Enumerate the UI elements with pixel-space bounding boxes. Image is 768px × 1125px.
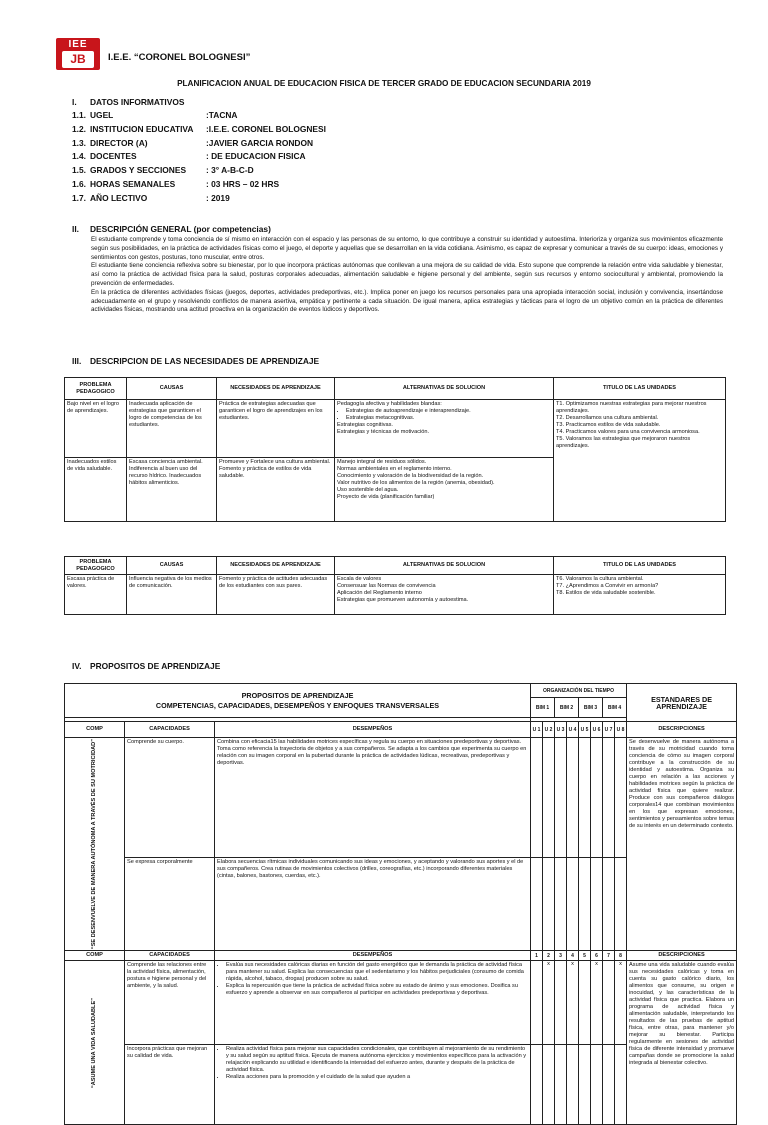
- header-alternativas: ALTERNATIVAS DE SOLUCION: [335, 378, 554, 400]
- list-item: • Explica la repercusión que tiene la práctica de actividad física sobre su estado de ánimo y sus emociones. Dosifica su esfuerzo y aprende a observar en sus compañeros al participar en actividades predeportivas y deportivas.: [226, 983, 528, 997]
- competency-label: “ASUME UNA VIDA SALUDABLE”: [91, 997, 97, 1088]
- col-comp: COMP: [65, 722, 125, 738]
- school-logo: [56, 38, 100, 70]
- cell-desempeno: Elabora secuencias rítmicas individuales comunicando sus ideas y emociones, y aceptando y valorando sus aportes y el de sus compañeros. Crea rutinas de movimientos colectivos (drilles, coreografías, etc.) incorporando diferentes materiales (cintas, balones, bastones, cuerdas, etc.).: [215, 857, 531, 950]
- u-cell: [567, 857, 579, 950]
- cell-capacidad: Incorpora prácticas que mejoran su calidad de vida.: [125, 1045, 215, 1125]
- info-label: UGEL: [90, 110, 114, 120]
- col-descripciones: DESCRIPCIONES: [627, 722, 737, 738]
- list-item: Estrategias y técnicas de motivación.: [337, 429, 430, 435]
- cell-problema: Bajo nivel en el logro de aprendizajes.: [65, 400, 127, 458]
- header-necesidades: NECESIDADES DE APRENDIZAJE: [217, 378, 335, 400]
- list-item: • Estrategias de autoaprendizaje e interaprendizaje.: [346, 408, 551, 415]
- cell-necesidades: Práctica de estrategias adecuadas que garanticen el logro de aprendizajes en los estudiantes.: [217, 400, 335, 458]
- col-capacidades: CAPACIDADES: [125, 951, 215, 961]
- u-label: U 5: [579, 722, 591, 738]
- info-label: HORAS SEMANALES: [90, 178, 176, 189]
- unit-item: T7. ¿Aprendimos a Convivir en armonía?: [556, 583, 659, 589]
- info-number: 1.7.: [72, 192, 86, 203]
- table-row: [65, 961, 737, 1045]
- info-row: [72, 179, 326, 193]
- info-label: INSTITUCION EDUCATIVA: [90, 123, 194, 134]
- needs-table: [64, 377, 726, 522]
- cell-unidades: [554, 400, 726, 522]
- header-necesidades: NECESIDADES DE APRENDIZAJE: [217, 557, 335, 575]
- competency-label: “SE DESENVUELVE DE MANERA AUTÓNOMA A TRAVÉS DE SU MOTRICIDAD”: [91, 739, 97, 950]
- list-item: Proyecto de vida (planificación familiar): [337, 494, 435, 500]
- standard-description: Se desenvuelve de manera autónoma a través de su motricidad cuando toma conciencia de cómo su imagen corporal contribuye a la construcción de su identidad y autoestima. Organiza su cuerpo en relación a las acciones y habilidades motrices según la práctica de actividad física que quiere realizar. Produce con sus compañeros diálogos corporales14 que combinan movimientos en los que expresan emociones, sentimientos y pensamientos sobre temas de su interés en un determinado contexto.: [627, 738, 737, 951]
- u-mark: x: [615, 961, 627, 1045]
- u-number: 8: [615, 951, 627, 961]
- standards-header: ESTANDARES DE APRENDIZAJE: [627, 684, 737, 722]
- cell-necesidades: Fomento y práctica de actitudes adecuadas de los estudiantes con sus pares.: [217, 575, 335, 615]
- section-number: IV.: [72, 661, 82, 671]
- competency-cell: [65, 738, 125, 951]
- info-value: :JAVIER GARCIA RONDON: [206, 137, 314, 148]
- u-number: 1: [531, 951, 543, 961]
- u-cell: [615, 738, 627, 858]
- col-descripciones: DESCRIPCIONES: [627, 951, 737, 961]
- cell-desempeno: [215, 1045, 531, 1125]
- bim-label: BIM 3: [579, 698, 603, 718]
- cell-desempeno: Combina con eficacia15 las habilidades motrices específicas y regula su cuerpo en situaciones predeportivas y deportivas. Toma como referencia la trayectoria de objetos y a sus compañeros. Se adapta a los cambios que experimenta su cuerpo en relación con su imagen corporal en la pubertad durante la práctica de actividades lúdicas, recreativas, predeportivas y deportivas.: [215, 738, 531, 858]
- header-causas: CAUSAS: [127, 378, 217, 400]
- bim-label: BIM 4: [603, 698, 627, 718]
- info-value: :I.E.E. CORONEL BOLOGNESI: [206, 123, 326, 134]
- list-item: • Estrategias metacognitivas.: [346, 415, 551, 422]
- cell-causas: Influencia negativa de los medios de comunicación.: [127, 575, 217, 615]
- general-description: [91, 236, 723, 315]
- u-cell: [555, 961, 567, 1045]
- info-row: [72, 124, 326, 138]
- u-mark: x: [567, 961, 579, 1045]
- unit-item: T5. Valoramos las estrategias que mejoraron nuestros aprendizajes.: [556, 436, 691, 449]
- list-item: Uso sostenible del agua.: [337, 487, 399, 493]
- section-title: DATOS INFORMATIVOS: [90, 97, 185, 107]
- info-number: 1.3.: [72, 137, 86, 148]
- u-cell: [615, 857, 627, 950]
- u-cell: [555, 738, 567, 858]
- list-item: Escala de valores: [337, 576, 382, 582]
- list-item: • Evalúa sus necesidades calóricas diarias en función del gasto energético que le demanda la práctica de actividad física para mantener su salud. Explica las consecuencias que el sedentarismo y los hábitos perjudiciales (consumo de comida rápida, alcohol, tabaco, drogas) producen sobre su salud.: [226, 962, 528, 983]
- u-label: U 6: [591, 722, 603, 738]
- competency-cell: [65, 961, 125, 1125]
- unit-item: T2. Desarrollamos una cultura ambiental.: [556, 415, 659, 421]
- u-cell: [603, 961, 615, 1045]
- col-desempenos: DESEMPEÑOS: [215, 722, 531, 738]
- section-1-heading: [72, 97, 184, 107]
- purposes-title-cell: [65, 684, 531, 718]
- list-item: • Realiza actividad física para mejorar sus capacidades condicionales, que contribuyen al mejoramiento de su rendimiento y su salud según su aptitud física. Ejecuta de manera autónoma ejercicios y movimientos específicos para la activación y relajación explicando su utilidad e identificando la intensidad del esfuerzo antes, durante y después de la práctica de actividad física.: [226, 1046, 528, 1074]
- needs-table-2: [64, 556, 726, 615]
- section-4-heading: [72, 661, 220, 671]
- u-cell: [555, 1045, 567, 1125]
- alternativas-intro: Pedagogía afectiva y habilidades blandas:: [337, 401, 442, 407]
- col-capacidades: CAPACIDADES: [125, 722, 215, 738]
- cell-problema: Escasa práctica de valores.: [65, 575, 127, 615]
- u-mark: x: [591, 961, 603, 1045]
- info-row: [72, 193, 326, 207]
- u-label: U 3: [555, 722, 567, 738]
- info-value: : 3° A-B-C-D: [206, 165, 254, 176]
- u-cell: [591, 738, 603, 858]
- u-cell: [567, 1045, 579, 1125]
- u-cell: [591, 1045, 603, 1125]
- section-number: III.: [72, 356, 82, 366]
- standard-description: Asume una vida saludable cuando evalúa sus necesidades calóricas y toma en cuenta su gasto calórico diario, los alimentos que consume, su origen e inocuidad, y las características de la actividad física que practica. Elabora un programa de actividad física y alimentación saludable, interpretando los resultados de las pruebas de aptitud física, entre otras, para mantener y/o mejorar su bienestar. Participa regularmente en sesiones de actividad física de diferente intensidad y promueve campañas donde se promocione la salud integrada al bienestar colectivo.: [627, 961, 737, 1125]
- u-mark: x: [543, 961, 555, 1045]
- info-number: 1.4.: [72, 151, 86, 162]
- list-item: Consensuar las Normas de convivencia: [337, 583, 436, 589]
- u-cell: [531, 738, 543, 858]
- header-problema: PROBLEMA PEDAGOGICO: [65, 378, 127, 400]
- list-item: Estrategias cognitivas.: [337, 422, 393, 428]
- header-alternativas: ALTERNATIVAS DE SOLUCION: [335, 557, 554, 575]
- unit-item: T1. Optimizamos nuestras estrategias para mejorar nuestros aprendizajes.: [556, 401, 707, 414]
- header-problema: PROBLEMA PEDAGOGICO: [65, 557, 127, 575]
- u-cell: [603, 738, 615, 858]
- section-number: II.: [72, 224, 79, 234]
- cell-unidades: [554, 575, 726, 615]
- info-label: AÑO LECTIVO: [90, 192, 148, 203]
- desempeno-list: [217, 1046, 528, 1081]
- section-title: PROPOSITOS DE APRENDIZAJE: [90, 661, 221, 671]
- bim-label: BIM 1: [531, 698, 555, 718]
- cell-capacidad: Se expresa corporalmente: [125, 857, 215, 950]
- u-cell: [579, 857, 591, 950]
- col-desempenos: DESEMPEÑOS: [215, 951, 531, 961]
- u-label: U 8: [615, 722, 627, 738]
- cell-alternativas: [335, 400, 554, 458]
- info-value: :TACNA: [206, 110, 238, 120]
- u-cell: [555, 857, 567, 950]
- unit-item: T3. Practicamos estilos de vida saludable.: [556, 422, 661, 428]
- alternativas-bullets: [337, 408, 551, 422]
- u-cell: [531, 1045, 543, 1125]
- info-value: : 2019: [206, 192, 230, 203]
- description-paragraph: En la práctica de diferentes actividades físicas (juegos, deportes, actividades predeportivas, etc.). Implica poner en juego los recursos personales para una apropiada interacción social, inclusión y convivencia, insertándose adecuadamente en el grupo y resolviendo conflictos de manera asertiva, empática y pertinente a cada situación. De igual manera, aplica estrategias y tácticas para el logro de un objetivo común en la práctica de diferentes actividades físicas, mostrando una actitud proactiva en la organización de eventos lúdicos y deportivos.: [91, 288, 723, 314]
- purposes-title: PROPOSITOS DE APRENDIZAJE: [241, 690, 354, 700]
- list-item: Aplicación del Reglamento interno: [337, 590, 422, 596]
- u-cell: [615, 1045, 627, 1125]
- cell-necesidades: Promueve y Fortalece una cultura ambiental. Fomento y práctica de estilos de vida saludable.: [217, 458, 335, 522]
- list-item: • Realiza acciones para la promoción y el cuidado de la salud que ayuden a: [226, 1074, 528, 1081]
- purposes-table: [64, 683, 737, 1125]
- u-number: 5: [579, 951, 591, 961]
- u-cell: [579, 1045, 591, 1125]
- cell-desempeno: [215, 961, 531, 1045]
- list-item: Manejo integral de residuos sólidos.: [337, 459, 427, 465]
- info-number: 1.1.: [72, 110, 86, 120]
- list-item: Conocimiento y valoración de la biodiversidad de la región.: [337, 473, 484, 479]
- header-causas: CAUSAS: [127, 557, 217, 575]
- description-paragraph: El estudiante comprende y toma conciencia de sí mismo en interacción con el espacio y las personas de su entorno, lo que contribuye a construir su identidad y autoestima. Interioriza y organiza sus movimientos eficazmente según sus posibilidades, en la práctica de actividades físicas como el juego, el deporte y aquellas que se desarrollan en la vida cotidiana. Asimismo, es capaz de expresar y comunicar a través de su cuerpo: ideas, emociones y sentimientos con gestos, posturas, tono muscular, entre otros.: [91, 236, 723, 261]
- purposes-subtitle: COMPETENCIAS, CAPACIDADES, DESEMPEÑOS Y ENFOQUES TRANSVERSALES: [155, 700, 440, 710]
- u-number: 4: [567, 951, 579, 961]
- cell-problema: Inadecuados estilos de vida saludable.: [65, 458, 127, 522]
- description-paragraph: El estudiante tiene conciencia reflexiva sobre su bienestar, por lo que incorpora prácticas autónomas que conllevan a una mejora de su calidad de vida. Esto supone que comprende la relación entre vida saludable y bienestar, así como la práctica de actividad física para la salud, posturas corporales adecuadas, alimentación saludable e higiene personal y del ambiente, según sus recursos y entorno sociocultural y ambiental, promoviendo la prevención de enfermedades.: [91, 262, 723, 287]
- section-3-heading: [72, 356, 319, 366]
- header-titulo-unidades: TITULO DE LAS UNIDADES: [554, 378, 726, 400]
- u-number: 7: [603, 951, 615, 961]
- cell-alternativas: [335, 575, 554, 615]
- section-title: DESCRIPCION DE LAS NECESIDADES DE APRENDIZAJE: [90, 356, 320, 366]
- bim-label: BIM 2: [555, 698, 579, 718]
- u-cell: [531, 961, 543, 1045]
- info-number: 1.5.: [72, 165, 86, 176]
- school-name: I.E.E. “CORONEL BOLOGNESI”: [108, 52, 251, 63]
- section-2-heading: [72, 224, 271, 234]
- list-item: Estrategias que promueven autonomía y autoestima.: [337, 597, 469, 603]
- u-cell: [591, 857, 603, 950]
- u-cell: [603, 857, 615, 950]
- info-number: 1.2.: [72, 123, 86, 134]
- u-number: 6: [591, 951, 603, 961]
- u-number: 2: [543, 951, 555, 961]
- info-number: 1.6.: [72, 178, 86, 189]
- u-cell: [567, 738, 579, 858]
- u-label: U 4: [567, 722, 579, 738]
- info-value: : 03 HRS – 02 HRS: [206, 178, 280, 189]
- info-row: [72, 165, 326, 179]
- u-cell: [579, 738, 591, 858]
- list-item: Valor nutritivo de los alimentos de la región (anemia, obesidad).: [337, 480, 495, 486]
- u-cell: [603, 1045, 615, 1125]
- info-row: [72, 110, 326, 124]
- info-row: [72, 151, 326, 165]
- logo-top-text: IEE: [68, 39, 88, 50]
- u-cell: [543, 738, 555, 858]
- org-time-header: ORGANIZACIÓN DEL TIEMPO: [531, 684, 627, 698]
- unit-item: T8. Estilos de vida saludable sostenible.: [556, 590, 656, 596]
- table-row: [65, 575, 726, 615]
- u-label: U 7: [603, 722, 615, 738]
- section-title: DESCRIPCIÓN GENERAL (por competencias): [90, 224, 271, 234]
- table-row: [65, 738, 737, 858]
- list-item: Normas ambientales en el reglamento interno.: [337, 466, 452, 472]
- cell-causas: Escasa conciencia ambiental. Indiferencia al buen uso del recurso hídrico. Inadecuados hábitos alimenticios.: [127, 458, 217, 522]
- info-value: : DE EDUCACION FISICA: [206, 151, 306, 162]
- u-label: U 1: [531, 722, 543, 738]
- table-row: [65, 400, 726, 458]
- cell-capacidad: Comprende las relaciones entre la actividad física, alimentación, postura e higiene personal y del ambiente, y la salud.: [125, 961, 215, 1045]
- info-list: [72, 110, 326, 207]
- unit-item: T6. Valoramos la cultura ambiental.: [556, 576, 644, 582]
- header-titulo-unidades: TITULO DE LAS UNIDADES: [554, 557, 726, 575]
- unit-item: T4. Practicamos valores para una convivencia armoniosa.: [556, 429, 700, 435]
- u-cell: [579, 961, 591, 1045]
- logo-mark: JB: [62, 51, 94, 68]
- info-label: GRADOS Y SECCIONES: [90, 165, 187, 176]
- cell-causas: Inadecuada aplicación de estrategias que garanticen el logro de competencias de los estudiantes.: [127, 400, 217, 458]
- cell-capacidad: Comprende su cuerpo.: [125, 738, 215, 858]
- info-label: DIRECTOR (A): [90, 137, 148, 148]
- u-label: U 2: [543, 722, 555, 738]
- u-cell: [543, 1045, 555, 1125]
- u-cell: [543, 857, 555, 950]
- desempeno-list: [217, 962, 528, 997]
- document-title: PLANIFICACION ANUAL DE EDUCACION FISICA DE TERCER GRADO DE EDUCACION SECUNDARIA 2019: [177, 79, 591, 88]
- info-label: DOCENTES: [90, 151, 137, 162]
- col-comp: COMP: [65, 951, 125, 961]
- cell-alternativas: [335, 458, 554, 522]
- info-row: [72, 138, 326, 152]
- u-number: 3: [555, 951, 567, 961]
- section-number: I.: [72, 97, 77, 107]
- u-cell: [531, 857, 543, 950]
